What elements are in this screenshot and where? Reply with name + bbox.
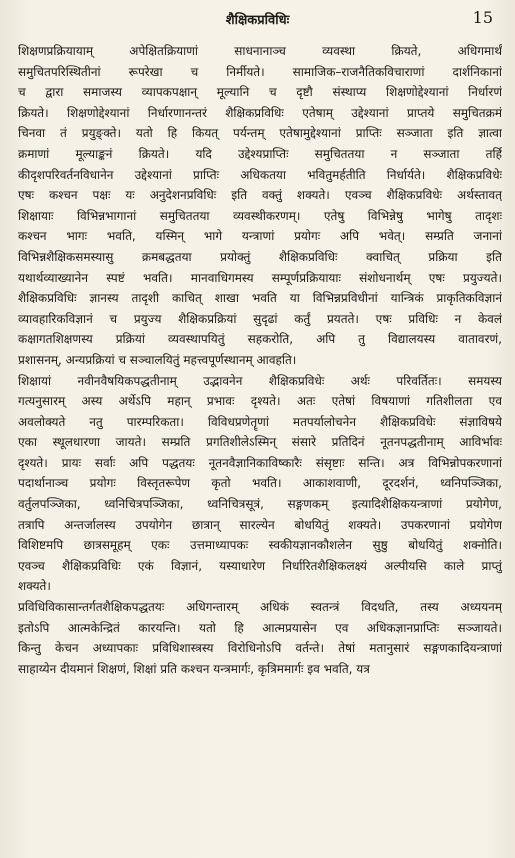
- text-line: शैक्षिकप्रविधिः ज्ञानस्य तादृशी काचित् शाखा भवति या विभिन्नप्रविधीनां यान्त्रिकं प्राकृतिकविज्ञानं: [18, 291, 502, 306]
- text-line: एषः कश्चन पक्षः यः अनुदेशनप्रविधिः इति वक्तुं शक्यते। एवञ्च शैक्षिकप्रविधेः अर्थस्तावत्: [18, 188, 502, 203]
- running-title: शैक्षिकप्रविधिः: [225, 13, 290, 28]
- text-line: विशिष्टमपि छात्रसमूहम् एकः उत्तमाध्यापकः स्वकीयज्ञानकौशलेन सुष्ठु बोधयितुं शक्नोति।: [18, 538, 502, 553]
- text-line: किन्तु केचन अध्यापकाः प्रविधिशास्त्रस्य विरोधिनोऽपि वर्तन्ते। तेषां मतानुसारं सङ्गणकादियन्त्राणां: [18, 641, 502, 656]
- text-line: पदार्थानाञ्च प्रयोगः विस्तृतरूपेण कृतो भवति। आकाशवाणी, दूरदर्शनं, ध्वनिपञ्जिका,: [18, 476, 502, 491]
- text-line: साहाय्येन दीयमानं शिक्षणं, शिक्षां प्रति कश्चन यन्त्रमार्गः, कृत्रिममार्गः इव भवति, यत्र: [18, 661, 370, 676]
- text-line: दृश्यते। प्रायः सर्वाः अपि पद्धतयः नूतनवैज्ञानिकाविष्कारैः संसृष्टाः सन्ति। अत्र विभिन्नोपकरणानां: [18, 455, 502, 470]
- text-line: कश्चन भागः भवति, यस्मिन् भागे यन्त्राणां प्रयोगः अपि भवेत्। सम्प्रति जनानां: [18, 229, 502, 244]
- text-line: यथार्थव्याख्यानेन स्पष्टं भवति। मानवाधिगमस्य सम्पूर्णप्रक्रियायाः संशोधनार्थम् एषः प्रयुज्यते।: [18, 270, 502, 285]
- page-number: 15: [472, 8, 493, 27]
- text-line: शिक्षायां नवीनवैषयिकपद्धतीनाम् उद्भावनेन शैक्षिकप्रविधेः अर्थः परिवर्तितः। समयस्य: [18, 373, 502, 388]
- text-line: विभिन्नशैक्षिकसमस्यासु क्रमबद्धतया प्रयोक्तुं शैक्षिकप्रविधिः क्वाचित् प्रक्रिया इति: [18, 249, 502, 264]
- text-line: शिक्षायाः विभिन्नभागानां समुचिततया व्यवस्थीकरणम्। एतेषु विभिन्नेषु भागेषु तादृशः: [18, 208, 502, 223]
- text-line: गत्यनुसारम् अस्य अर्थेऽपि महान् प्रभावः दृश्यते। अतः एतेषां विषयाणां गतिशीलता एव: [18, 394, 502, 409]
- text-line: इतोऽपि आत्मकेन्द्रितं कारयन्ति। यतो हि आत्मप्रयासेन एव अधिकज्ञानप्राप्तिः सञ्जायते।: [18, 620, 502, 635]
- text-line: प्रशासनम्, अन्यप्रक्रियां च सञ्चालयितुं महत्त्वपूर्णस्थानम् आवहति।: [18, 352, 297, 367]
- page-header: [0, 8, 515, 32]
- text-line: तत्रापि अन्तर्जालस्य उपयोगेन छात्रान् सारल्येन बोधयितुं शक्यते। उपकरणानां प्रयोगेण: [18, 517, 502, 532]
- text-line: समुचितपरिस्थितीनां रूपरेखा च निर्मीयते। सामाजिक–राजनैतिकविचाराणां दार्शनिकानां: [18, 64, 502, 79]
- text-line: शक्यते।: [18, 579, 51, 594]
- text-line: अवलोक्यते नतु पारम्परिकता। विविधप्रणेतॄणां मतपर्यालोचनेन शैक्षिकप्रविधेः संज्ञाविषये: [18, 414, 502, 429]
- text-line: कीदृशपरिवर्तनविधानेन उद्देश्यानां प्राप्तिः अधिकतया भवितुमर्हतीति निर्धार्यते। शैक्षिकप्रविधेः: [18, 167, 502, 182]
- text-line: शिक्षणप्रक्रियायाम् अपेक्षितक्रियाणां साधनानाञ्च व्यवस्था क्रियते, अधिगमार्थं: [18, 44, 502, 58]
- text-line: एवञ्च शैक्षिकप्रविधिः एकं विज्ञानं, यस्याधारेण निर्धारितशैक्षिकलक्ष्यं अल्पीयसि काले प्राप्तुं: [18, 558, 502, 573]
- text-line: कक्षागतशिक्षणस्य प्रक्रियां व्यवस्थापयितुं सहकरोति, अपि तु विद्यालयस्य वातावरणं,: [18, 332, 502, 347]
- text-line: च द्वारा समाजस्य व्यापकपक्षान् मूल्यानि च दृष्टौ संस्थाप्य शिक्षणोद्देश्यानां निर्धारणं: [18, 85, 502, 100]
- text-line: प्रविधिविकासान्तर्गतशैक्षिकपद्धतयः अधिगन्तारम् अधिकं स्वतन्त्रं विदधति, तस्य अध्ययनम्: [18, 600, 502, 615]
- text-line: क्रियते। शिक्षणोद्देश्यानां निर्धारणानन्तरं शैक्षिकप्रविधिः एतेषाम् उद्देश्यानां प्राप्तये समुचितक्रमं: [18, 105, 502, 120]
- text-line: वर्तुलपञ्जिका, ध्वनिचित्रपञ्जिका, ध्वनिचित्रसूत्रं, सङ्गणकम् इत्यादिशैक्षिकयन्त्राणां प्रयोगेण,: [18, 497, 502, 512]
- text-line: व्यावहारिकविज्ञानं च प्रयुज्य शैक्षिकप्रक्रियां सुदृढां कर्तुं प्रयतते। एषः प्रविधिः न केवलं: [18, 311, 502, 326]
- body-text: [18, 41, 502, 679]
- text-line: क्रमाणां मूल्याङ्कनं क्रियते। यदि उद्देश्यप्राप्तिः समुचिततया न सञ्जाता तर्हि: [18, 146, 502, 161]
- text-line: चिनवा तं प्रयुङ्क्ते। यतो हि कियत् पर्यन्तम् एतेषामुद्देश्यानां प्राप्तिः सञ्जाता इति ज्ञात्वा: [18, 126, 502, 141]
- text-line: एका स्थूलधारणा जायते। सम्प्रति प्रगतिशीलेऽस्मिन् संसारे प्रतिदिनं नूतनपद्धतीनाम् आविर्भावः: [18, 435, 502, 450]
